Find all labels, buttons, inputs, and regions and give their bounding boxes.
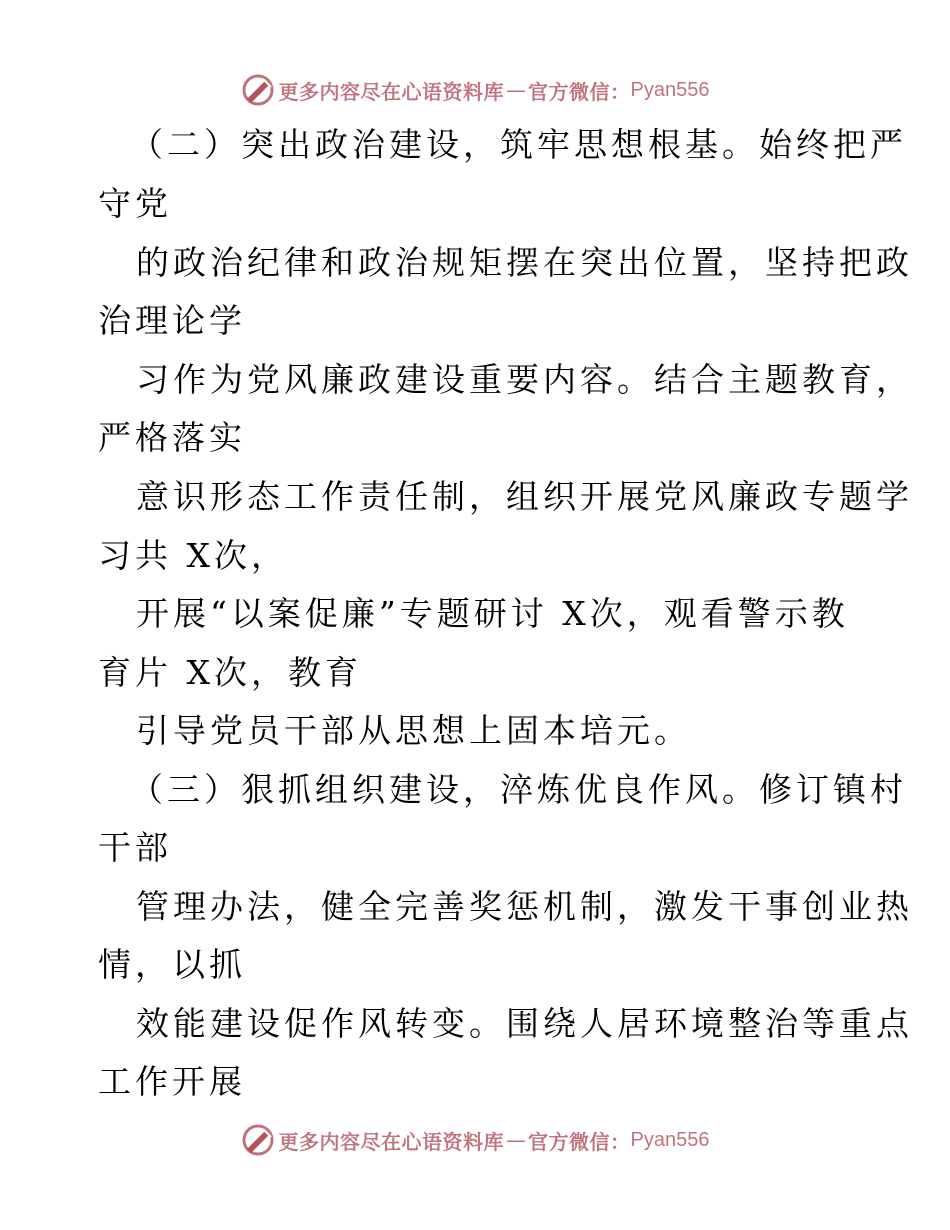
text-line: 治理论学: [98, 301, 246, 340]
watermark-brand: 更多内容尽在心语资料库: [278, 1129, 505, 1154]
text-line: 情，以抓: [98, 945, 246, 984]
text-line: 习共 X次，: [98, 536, 288, 575]
pen-logo-icon: [241, 73, 275, 107]
watermark-contact-label: 官方微信：: [528, 1129, 631, 1154]
text-line: 严格落实: [98, 418, 246, 457]
text-line: 习作为党风廉政建设重要内容。结合主题教育，: [136, 360, 913, 399]
text-line: 育片 X次，教育: [98, 653, 362, 692]
text-line: 工作开展: [98, 1062, 246, 1101]
watermark-separator: —: [506, 78, 527, 102]
watermark-header: [0, 70, 950, 110]
text-line: 引导党员干部从思想上固本培元。: [136, 711, 691, 750]
watermark-contact-label: 官方微信：: [528, 79, 631, 104]
text-line: 干部: [98, 828, 172, 867]
text-line: （二）突出政治建设，筑牢思想根基。始终把严: [130, 125, 907, 164]
watermark-contact-id: Pyan556: [630, 78, 710, 101]
watermark-brand: 更多内容尽在心语资料库: [278, 79, 505, 104]
watermark-footer: [0, 1120, 950, 1160]
watermark-contact-id: Pyan556: [630, 1128, 710, 1151]
watermark-separator: —: [506, 1128, 527, 1152]
text-line: 管理办法，健全完善奖惩机制，激发干事创业热: [136, 887, 913, 926]
text-line: （三）狠抓组织建设，淬炼优良作风。修订镇村: [130, 770, 907, 809]
text-line: 开展“以案促廉”专题研讨 X次，观看警示教: [136, 594, 849, 633]
text-line: 的政治纪律和政治规矩摆在突出位置，坚持把政: [136, 243, 913, 282]
text-line: 意识形态工作责任制，组织开展党风廉政专题学: [136, 477, 913, 516]
text-line: 守党: [98, 184, 172, 223]
text-line: 效能建设促作风转变。围绕人居环境整治等重点: [136, 1004, 913, 1043]
pen-logo-icon: [241, 1123, 275, 1157]
